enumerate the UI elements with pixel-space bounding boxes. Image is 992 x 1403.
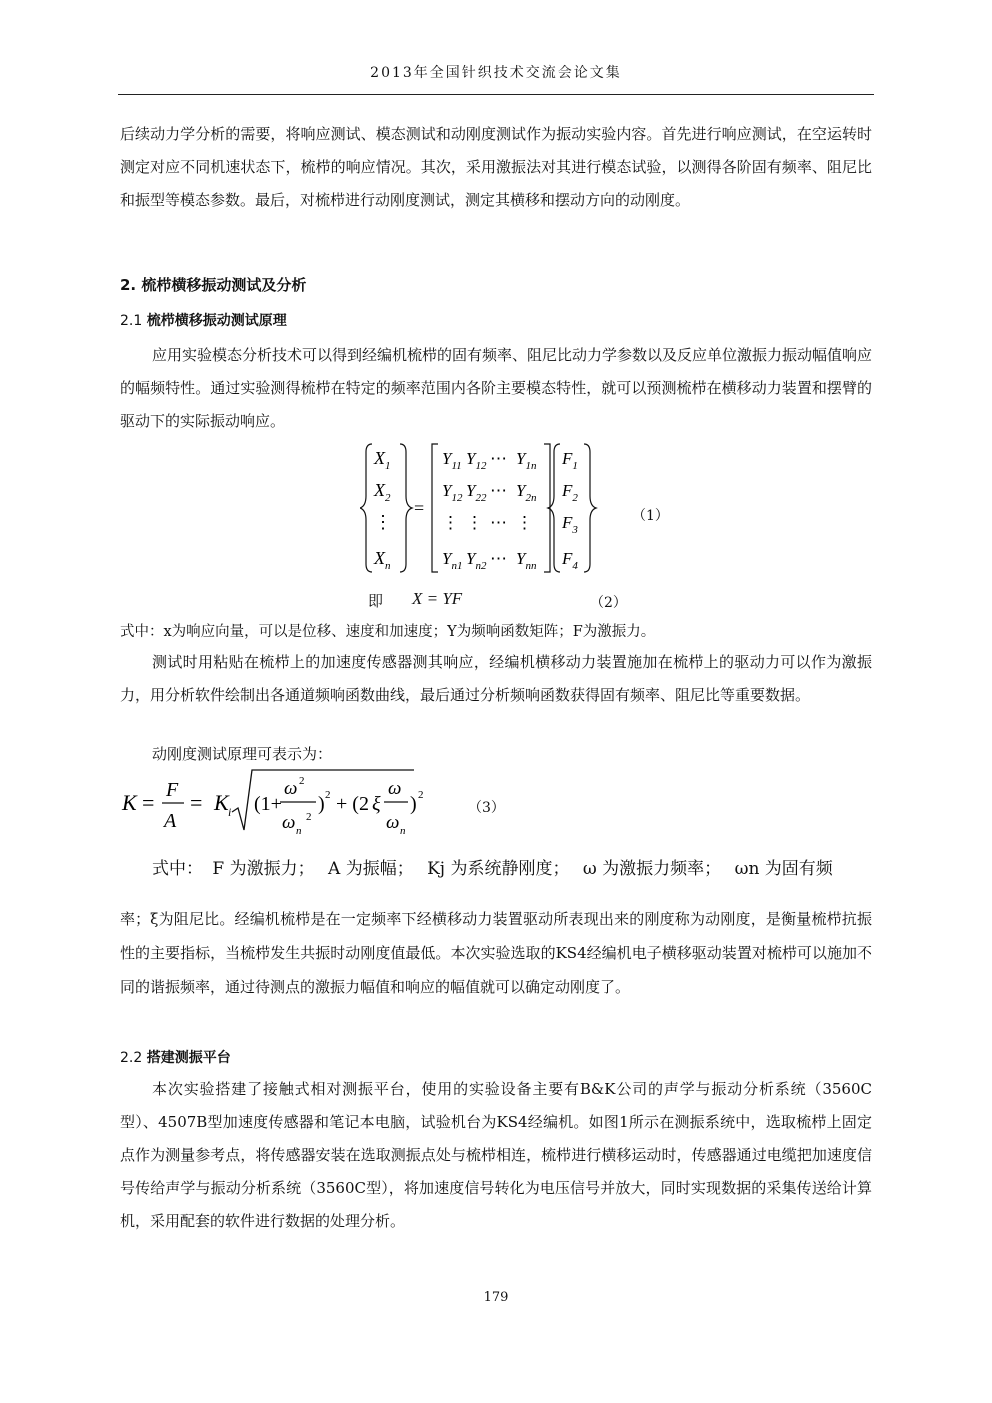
y-matrix-entry: $Y_{12}$ [442,481,463,504]
svg-text:ω: ω [284,778,298,799]
svg-text:2: 2 [325,789,331,801]
y-matrix-entry: $Y_{n2}$ [466,549,487,572]
equals-sign: = [414,498,425,518]
svg-text:=: = [190,790,203,815]
equation-2-expression: X = YF [412,589,463,608]
svg-text:=: = [142,790,155,815]
section-2-2-title: 搭建测振平台 [146,1050,231,1066]
svg-text:(1+: (1+ [254,793,282,815]
svg-text:ω: ω [282,812,296,833]
y-matrix-entry: ⋮ [442,513,459,532]
y-matrix-entry: ⋯ [490,481,507,500]
equation-3-note [152,854,872,879]
y-matrix-entry: $Y_{nn}$ [516,549,537,572]
y-matrix-entry: $Y_{11}$ [442,449,462,472]
eq3-note-item: F 为激振力； [212,859,315,879]
y-matrix-entry: $Y_{22}$ [466,481,487,504]
svg-text:F: F [166,779,179,801]
f-vector-right-brace [584,444,596,572]
svg-text:i: i [228,805,232,819]
f-vector-entry: $F_4$ [562,549,578,572]
intro-paragraph: 后续动力学分析的需要，将响应测试、模态测试和动刚度测试作为振动实验内容。首先进行响应测试，在空运转时测定对应不同机速状态下，梳栉的响应情况。其次，采用激振法对其进行模态试验，以测得各阶固有频率、阻尼比和振型等模态参数。最后，对梳栉进行动刚度测试，测定其横移和摆动方向的动刚度。 [120,125,872,209]
x-vector-entry: ⋮ [374,512,392,532]
equation-2-prefix: 即 [368,592,384,610]
paragraph-2-1-d: 率；ξ为阻尼比。经编机梳栉是在一定频率下经横移动力装置驱动所表现出来的刚度称为动刚度，是衡量梳栉抗振性的主要指标，当梳栉发生共振时动刚度值最低。本次实验选取的KS4经编机电子横移驱动装置对梳栉可以施加不同的谐振频率，通过待测点的激振力幅值和响应的幅值就可以确定动刚度了。 [120,910,872,996]
page-number: 179 [483,1290,509,1305]
section-2-1-heading [120,310,287,330]
svg-text:ω: ω [386,812,400,833]
svg-text:2: 2 [418,789,424,801]
section-2-2-number: 2.2 [120,1050,143,1066]
f-vector-entry: $F_1$ [562,449,578,472]
equation-3-number: （3） [468,800,505,816]
y-matrix-entry: $Y_{1n}$ [516,449,537,472]
paragraph-2-1-a: 应用实验模态分析技术可以得到经编机梳栉的固有频率、阻尼比动力学参数以及反应单位激振力振动幅值响应的幅频特性。通过实验测得梳栉在特定的频率范围内各阶主要模态特性，就可以预测梳栉在横移动力装置和摆臂的驱动下的实际振动响应。 [120,346,873,430]
x-vector-entry: $X_2$ [374,480,391,504]
f-vector-entry: $F_3$ [562,513,578,536]
paragraph-2-1-c: 动刚度测试原理可表示为： [152,745,333,763]
svg-text:ξ: ξ [372,793,381,815]
y-matrix-entry: ⋯ [490,449,507,468]
section-2-1-title: 梳栉横移振动测试原理 [146,313,287,329]
equation-3-formula [118,768,448,840]
x-vector-right-brace [400,444,412,572]
y-matrix-entry: ⋮ [466,513,483,532]
section-2-heading: 2. 梳栉横移振动测试及分析 [120,276,307,294]
header-divider [118,94,874,95]
svg-text:A: A [164,810,177,832]
y-matrix-entry: $Y_{n1}$ [442,549,463,572]
eq3-note-lead: 式中： [152,859,203,879]
x-vector-entry: $X_1$ [374,448,391,472]
svg-text:n: n [296,825,302,837]
eq3-note-item: A 为振幅； [328,859,414,879]
svg-text:n: n [400,825,406,837]
equation-note: 式中：x为响应向量，可以是位移、速度和加速度；Y为频响函数矩阵；F为激振力。 [120,624,656,640]
eq3-note-item: Kj 为系统静刚度； [427,859,570,879]
y-matrix-entry: $Y_{2n}$ [516,481,537,504]
svg-text:+ (2: + (2 [336,793,369,815]
f-vector-entry: $F_2$ [562,481,578,504]
equation-1-number: （1） [632,508,669,524]
y-matrix-left-bracket [432,444,438,572]
eq3-note-item: ωn 为固有频 [734,859,833,879]
svg-text:): ) [410,793,417,815]
svg-text:K: K [214,790,229,815]
x-vector-left-brace [360,444,372,572]
equation-2-number: （2） [590,595,627,611]
svg-text:2: 2 [299,775,305,787]
y-matrix-entry: $Y_{12}$ [466,449,487,472]
svg-text:K: K [122,790,137,815]
svg-text:2: 2 [306,811,312,823]
section-2-1-number: 2.1 [120,313,143,329]
svg-text:ω: ω [388,778,402,799]
equation-1-matrix [360,438,610,578]
y-matrix-entry: ⋯ [490,549,507,568]
svg-text:): ) [318,793,325,815]
running-header: 2013年全国针织技术交流会论文集 [370,65,622,81]
paragraph-2-1-b: 测试时用粘贴在梳栉上的加速度传感器测其响应，经编机横移动力装置施加在梳栉上的驱动力可以作为激振力，用分析软件绘制出各通道频响函数曲线，最后通过分析频响函数获得固有频率、阻尼比等重要数据。 [120,653,872,704]
eq3-note-item: ω 为激振力频率； [582,859,722,879]
x-vector-entry: $X_n$ [374,548,391,572]
paragraph-2-2: 本次实验搭建了接触式相对测振平台，使用的实验设备主要有B&K公司的声学与振动分析系统（3560C型）、4507B型加速度传感器和笔记本电脑，试验机台为KS4经编机。如图1所示在测振系统中，选取梳栉上固定点作为测量参考点，将传感器安装在选取测振点处与梳栉相连，梳栉进行横移运动时，传感器通过电缆把加速度信号传给声学与振动分析系统（3560C型），将加速度信号转化为电压信号并放大，同时实现数据的采集传送给计算机，采用配套的软件进行数据的处理分析。 [120,1080,872,1230]
y-matrix-entry: ⋯ [490,513,507,532]
y-matrix-entry: ⋮ [516,513,533,532]
section-2-2-heading [120,1047,231,1067]
